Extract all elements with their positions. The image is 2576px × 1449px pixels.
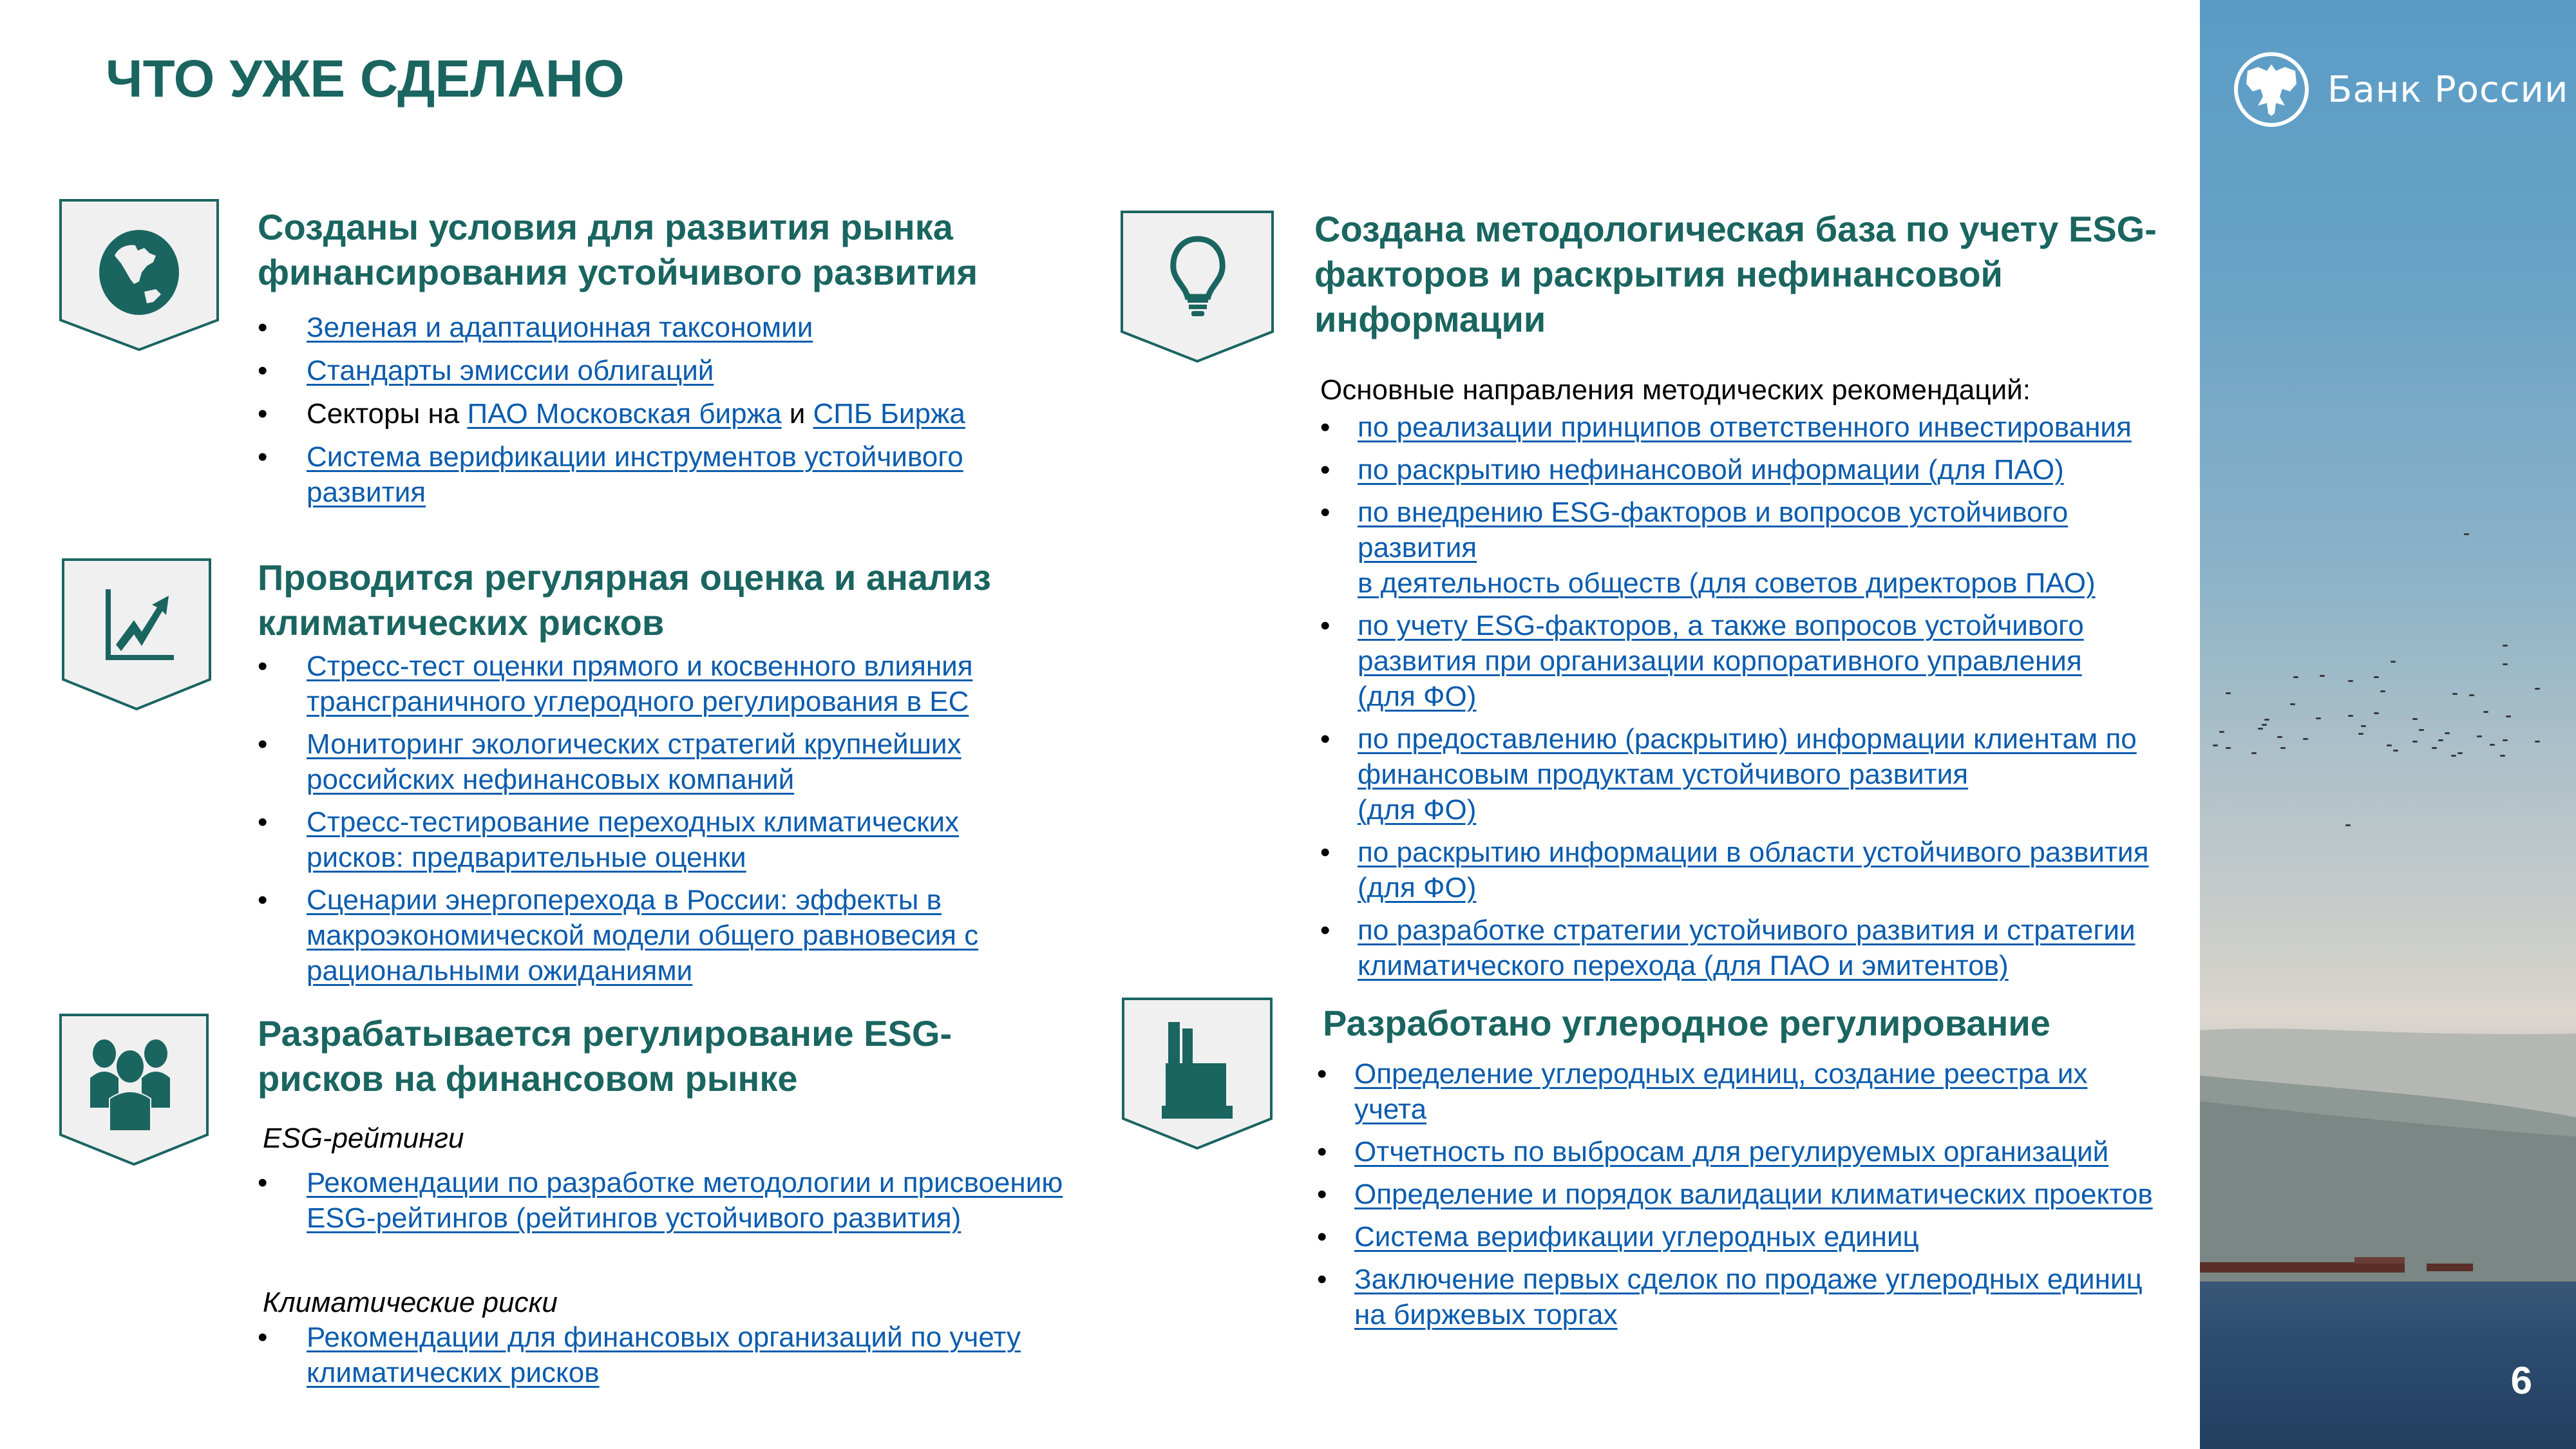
link-esg-rating-methodology[interactable]: Рекомендации по разработке методологии и присвоению ESG-рейтингов (рейтингов устойчивого развития) — [307, 1167, 1063, 1234]
link-line: в деятельность обществ (для советов директоров ПАО) — [1358, 567, 2096, 599]
link-emissions-reporting[interactable]: Отчетность по выбросам для регулируемых организаций — [1354, 1136, 2109, 1168]
factory-icon — [1162, 1022, 1233, 1120]
list-item — [258, 310, 1063, 345]
link-energy-transition-scenarios[interactable]: Сценарии энергоперехода в России: эффекты в макроэкономической модели общего равновесия с рациональными ожиданиями — [307, 884, 979, 987]
list-item — [1320, 495, 2196, 601]
people-group-icon — [88, 1037, 178, 1133]
section-heading: Разрабатывается регулирование ESG-рисков на финансовом рынке — [258, 1013, 952, 1099]
list-item-conjunction: и — [781, 398, 813, 430]
link-line: по внедрению ESG-факторов и вопросов устойчивого развития — [1358, 497, 2069, 564]
link-responsible-investing[interactable]: по реализации принципов ответственного инвестирования — [1358, 412, 2132, 443]
list-item — [258, 439, 1063, 510]
link-strategy-development[interactable]: • по разработке стратегии устойчивого развития и стратегии климатического перехода (для ПАО и эмитентов) — [1358, 914, 2136, 981]
link-green-taxonomy[interactable]: Зеленая и адаптационная таксономии — [307, 312, 813, 343]
link-climate-risk-recommendations[interactable]: Рекомендации для финансовых организаций по учету климатических рисков — [307, 1321, 1021, 1388]
list-item — [1317, 1134, 2154, 1170]
link-line: по учету ESG-факторов, а также вопросов устойчивого развития при организации корпоративного управления — [1358, 610, 2084, 677]
page-title: ЧТО УЖЕ СДЕЛАНО — [106, 50, 625, 108]
link-line: (для ФО) — [1358, 794, 1477, 826]
list-item — [258, 396, 1063, 431]
section-list — [258, 649, 1063, 996]
list-item — [258, 882, 1063, 989]
link-esg-implementation[interactable] — [1358, 495, 2130, 601]
link-corporate-governance[interactable] — [1358, 608, 2150, 714]
section-heading: Создана методологическая база по учету ESG-факторов и раскрытия нефинансовой информации — [1314, 209, 2157, 339]
list-item — [1320, 410, 2196, 445]
link-nonfinancial-disclosure[interactable]: по раскрытию нефинансовой информации (для ПАО) — [1358, 454, 2064, 486]
section-badge-carbon — [1122, 998, 1282, 1150]
link-eco-strategies-monitoring[interactable]: Мониторинг экологических стратегий крупнейших российских нефинансовых компаний — [307, 728, 961, 795]
list-item — [258, 649, 1063, 719]
bank-logo — [2233, 52, 2568, 128]
decorative-photo-panel — [2200, 0, 2576, 1449]
section-heading: Разработано углеродное регулирование — [1323, 1003, 2050, 1043]
link-sustainability-disclosure[interactable] — [1358, 835, 2208, 905]
link-carbon-unit-verification[interactable]: Система верификации углеродных единиц — [1354, 1221, 1919, 1253]
double-headed-eagle-icon — [2233, 52, 2309, 128]
sublabel-esg-ratings: ESG-рейтинги — [263, 1122, 464, 1154]
list-item — [1317, 1056, 2154, 1127]
section-badge-esg-regulation — [59, 1014, 219, 1166]
growth-chart-icon — [102, 587, 176, 664]
section-badge-climate-risk — [62, 558, 222, 710]
ship-barge — [2200, 1262, 2405, 1273]
list-item — [258, 726, 1063, 797]
section-list — [258, 310, 1063, 518]
link-line: по предоставлению (раскрытию) информации клиентам по финансовым продуктам устойчивого развития — [1358, 723, 2137, 790]
link-verification-system[interactable]: Система верификации инструментов устойчивого развития — [307, 441, 963, 508]
link-client-disclosure[interactable] — [1358, 721, 2182, 828]
section-list — [258, 1165, 1069, 1244]
list-item — [1320, 721, 2196, 828]
list-item — [258, 1320, 1095, 1390]
link-first-carbon-deals[interactable]: Заключение первых сделок по продаже углеродных единиц на биржевых торгах — [1354, 1264, 2143, 1331]
list-item — [1320, 913, 2196, 983]
section-heading: Созданы условия для развития рынка финансирования устойчивого развития — [258, 207, 978, 292]
link-transition-risk-stress-test[interactable]: Стресс-тестирование переходных климатических рисков: предварительные оценки — [307, 806, 960, 873]
link-line: (для ФО) — [1358, 872, 1477, 904]
link-spb-exchange[interactable]: СПБ Биржа — [813, 398, 965, 430]
sublabel-climate-risks: Климатические риски — [263, 1287, 558, 1318]
globe-icon — [99, 230, 179, 315]
section-list — [1320, 410, 2196, 990]
list-item — [1317, 1262, 2154, 1332]
link-moex[interactable]: ПАО Московская биржа — [467, 398, 782, 430]
section-intro: Основные направления методических рекомендаций: — [1320, 374, 2031, 406]
section-heading: Проводится регулярная оценка и анализ климатических рисков — [258, 557, 991, 643]
list-item-prefix: Секторы на — [307, 398, 468, 430]
page-number: 6 — [2510, 1359, 2532, 1402]
link-cbam-stress-test[interactable]: Стресс-тест оценки прямого и косвенного влияния трансграничного углеродного регулирования в ЕС — [307, 650, 973, 717]
list-item — [1320, 835, 2196, 905]
light-bulb-icon — [1166, 235, 1230, 319]
list-item — [1320, 452, 2196, 488]
list-item — [258, 804, 1063, 875]
section-list — [1317, 1056, 2154, 1340]
brand-name: Банк России — [2327, 68, 2569, 111]
section-badge-market — [59, 199, 219, 351]
section-badge-methodology — [1121, 211, 1280, 363]
list-item — [258, 353, 1063, 388]
link-line: (для ФО) — [1358, 681, 1477, 712]
list-item — [1320, 608, 2196, 714]
ship-tug — [2427, 1264, 2473, 1271]
link-climate-project-validation[interactable]: Определение и порядок валидации климатических проектов — [1354, 1179, 2153, 1210]
link-line: по раскрытию информации в области устойчивого развития — [1358, 837, 2149, 868]
section-list — [258, 1320, 1095, 1398]
list-item — [1317, 1219, 2154, 1255]
list-item — [1317, 1177, 2154, 1212]
hills-illustration — [2200, 1005, 2576, 1282]
link-bond-standards[interactable]: Стандарты эмиссии облигаций — [307, 355, 714, 386]
link-carbon-units-registry[interactable]: Определение углеродных единиц, создание реестра их учета — [1354, 1058, 2088, 1125]
list-item — [258, 1165, 1069, 1236]
ship-cabin — [2354, 1257, 2405, 1264]
